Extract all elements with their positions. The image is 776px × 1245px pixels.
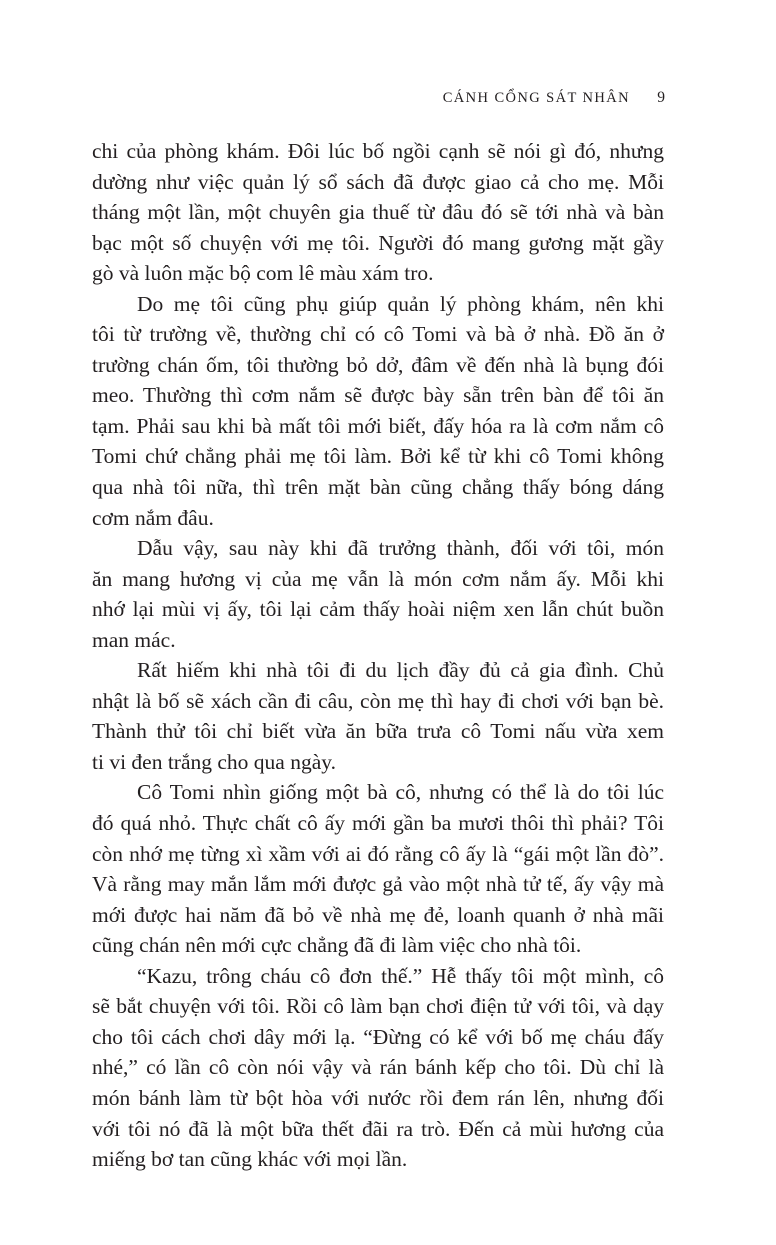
text-line: ăn mang hương vị của mẹ vẫn là món cơm nắm ấy. Mỗi khi <box>92 566 664 591</box>
text-line: man mác. <box>92 627 176 652</box>
paragraph-first-line: “Kazu, trông cháu cô đơn thế.” Hễ thấy tôi một mình, cô <box>137 963 664 988</box>
text-line: dường như việc quản lý sổ sách đã được giao cả cho mẹ. Mỗi <box>92 169 664 194</box>
text-line: chi của phòng khám. Đôi lúc bố ngồi cạnh sẽ nói gì đó, nhưng <box>92 139 664 163</box>
paragraph-first-line: Do mẹ tôi cũng phụ giúp quản lý phòng khám, nên khi <box>137 291 664 316</box>
text-line: cho tôi cách chơi dây mới lạ. “Đừng có kể với bố mẹ cháu đấy <box>92 1024 664 1049</box>
paragraph-first-line: Dẫu vậy, sau này khi đã trưởng thành, đối với tôi, món <box>137 536 664 561</box>
text-line: với tôi nó đã là một bữa thết đãi ra trò. Đến cả mùi hương của <box>92 1116 664 1141</box>
text-line: tháng một lần, một chuyên gia thuế từ đâu đó sẽ tới nhà và bàn <box>92 200 664 225</box>
text-line: cũng chán nên mới cực chẳng đã đi làm việc cho nhà tôi. <box>92 933 582 958</box>
text-line: tạm. Phải sau khi bà mất tôi mới biết, đấy hóa ra là cơm nắm cô <box>92 413 664 438</box>
text-line: Thành thử tôi chỉ biết vừa ăn bữa trưa cô Tomi nấu vừa xem <box>92 719 664 744</box>
page-number: 9 <box>657 89 665 106</box>
text-line: Tomi chứ chẳng phải mẹ tôi làm. Bởi kể từ khi cô Tomi không <box>92 444 664 469</box>
text-line: ti vi đen trắng cho qua ngày. <box>92 749 336 774</box>
text-line: trường chán ốm, tôi thường bỏ dở, đâm về đến nhà là bụng đói <box>92 352 664 377</box>
book-title: CÁNH CỔNG SÁT NHÂN <box>442 90 630 106</box>
body-text <box>92 136 664 1175</box>
paragraph-first-line: Rất hiếm khi nhà tôi đi du lịch đầy đủ cả gia đình. Chủ <box>137 658 664 683</box>
paragraph-first-line: Cô Tomi nhìn giống một bà cô, nhưng có thể là do tôi lúc <box>137 780 664 805</box>
text-line: cơm nắm đâu. <box>92 505 214 530</box>
text-line: Và rằng may mắn lắm mới được gả vào một nhà tử tế, ấy vậy mà <box>92 872 664 897</box>
text-line: qua nhà tôi nữa, thì trên mặt bàn cũng chẳng thấy bóng dáng <box>92 475 664 500</box>
text-line: món bánh làm từ bột hòa với nước rồi đem rán lên, nhưng đối <box>92 1085 664 1110</box>
text-line: meo. Thường thì cơm nắm sẽ được bày sẵn trên bàn để tôi ăn <box>92 383 664 408</box>
text-line: mới được hai năm đã bỏ về nhà mẹ đẻ, loanh quanh ở nhà mãi <box>92 902 664 927</box>
text-line: sẽ bắt chuyện với tôi. Rồi cô làm bạn chơi điện tử với tôi, và dạy <box>92 994 664 1019</box>
text-line: đó quá nhỏ. Thực chất cô ấy mới gần ba mươi thôi thì phải? Tôi <box>92 811 664 836</box>
text-line: bạc một số chuyện với mẹ tôi. Người đó mang gương mặt gầy <box>92 230 664 255</box>
text-line: miếng bơ tan cũng khác với mọi lần. <box>92 1147 408 1172</box>
text-line: nhật là bố sẽ xách cần đi câu, còn mẹ thì hay đi chơi với bạn bè. <box>92 688 664 713</box>
text-line: nhớ lại mùi vị ấy, tôi lại cảm thấy hoài niệm xen lẫn chút buồn <box>92 597 664 622</box>
text-line: nhé,” có lần cô còn nói vậy và rán bánh kếp cho tôi. Dù chỉ là <box>92 1055 664 1080</box>
text-line: tôi từ trường về, thường chỉ có cô Tomi và bà ở nhà. Đồ ăn ở <box>92 322 664 347</box>
running-header <box>0 86 776 110</box>
text-line: còn nhớ mẹ từng xì xầm với ai đó rằng cô ấy là “gái một lần đò”. <box>92 841 664 866</box>
text-line: gò và luôn mặc bộ com lê màu xám tro. <box>92 261 434 286</box>
